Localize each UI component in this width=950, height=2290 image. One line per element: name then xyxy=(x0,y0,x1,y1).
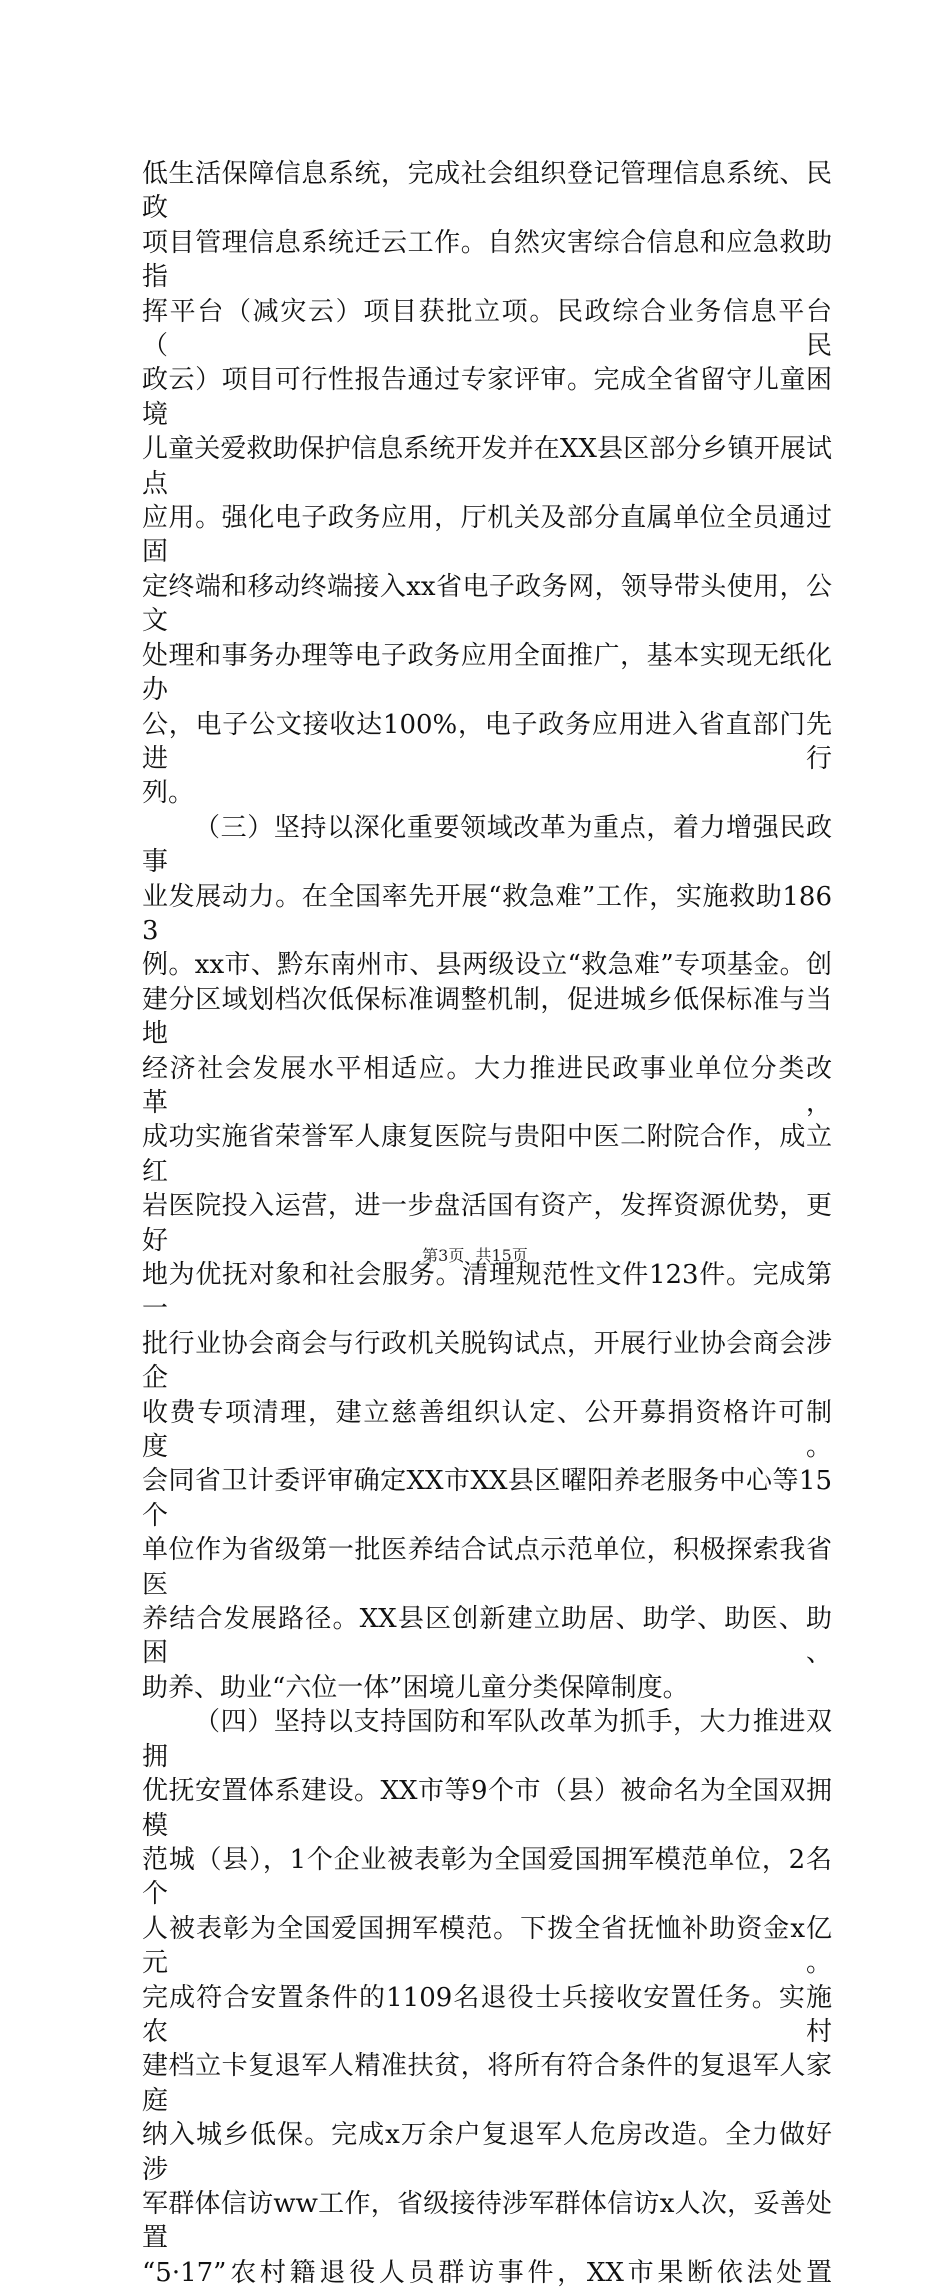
body-text-line: 岩医院投入运营，进一步盘活国有资产，发挥资源优势，更好 xyxy=(142,1191,832,1256)
body-text-line: 应用。强化电子政务应用，厅机关及部分直属单位全员通过固 xyxy=(142,503,832,568)
document-body xyxy=(142,157,832,2290)
body-text-line: 批行业协会商会与行政机关脱钩试点，开展行业协会商会涉企 xyxy=(142,1328,832,1394)
body-text-line: 儿童关爱救助保护信息系统开发并在XX县区部分乡镇开展试点 xyxy=(142,434,832,499)
body-text-line: 范城（县），1个企业被表彰为全国爱国拥军模范单位，2名个 xyxy=(142,1844,832,1910)
body-text-line: 人被表彰为全国爱国拥军模范。下拨全省抚恤补助资金x亿元。 xyxy=(142,1913,832,1979)
page-number: 第3页 xyxy=(422,1246,465,1265)
page-total: 共15页 xyxy=(475,1246,528,1265)
body-text-line: 军群体信访ww工作，省级接待涉军群体信访x人次，妥善处置 xyxy=(142,2188,832,2254)
body-text-line: 项目管理信息系统迁云工作。自然灾害综合信息和应急救助指 xyxy=(142,227,832,293)
body-text-line: 单位作为省级第一批医养结合试点示范单位，积极探索我省医 xyxy=(142,1535,832,1600)
body-text-line: 会同省卫计委评审确定XX市XX县区曜阳养老服务中心等15个 xyxy=(142,1466,832,1531)
body-text-line: 地为优抚对象和社会服务。清理规范性文件123件。完成第一 xyxy=(142,1260,832,1325)
body-text-line: 低生活保障信息系统，完成社会组织登记管理信息系统、民政 xyxy=(142,159,832,224)
body-text-line: “5·17”农村籍退役人员群访事件，XX市果断依法处置 xyxy=(142,2257,832,2288)
body-text-line: 业发展动力。在全国率先开展“救急难”工作，实施救助1863 xyxy=(142,881,832,946)
body-text-line: （三）坚持以深化重要领域改革为重点，着力增强民政事 xyxy=(142,812,832,878)
body-text-line: 优抚安置体系建设。XX市等9个市（县）被命名为全国双拥模 xyxy=(142,1776,832,1841)
body-text-line: 养结合发展路径。XX县区创新建立助居、助学、助医、助困、 xyxy=(142,1604,832,1669)
body-text-line: 定终端和移动终端接入xx省电子政务网，领导带头使用，公文 xyxy=(142,571,832,637)
body-text-line: 挥平台（减灾云）项目获批立项。民政综合业务信息平台（民 xyxy=(142,296,832,362)
page-footer xyxy=(0,1243,950,1266)
body-text-line: 处理和事务办理等电子政务应用全面推广，基本实现无纸化办 xyxy=(142,640,832,706)
body-text-line: （四）坚持以支持国防和军队改革为抓手，大力推进双拥 xyxy=(142,1707,832,1772)
body-text-line: 建分区域划档次低保标准调整机制，促进城乡低保标准与当地 xyxy=(142,984,832,1050)
body-text-line: 收费专项清理，建立慈善组织认定、公开募捐资格许可制度。 xyxy=(142,1397,832,1463)
body-text-line: 纳入城乡低保。完成x万余户复退军人危房改造。全力做好涉 xyxy=(142,2120,832,2185)
body-text-line: 完成符合安置条件的1109名退役士兵接收安置任务。实施农村 xyxy=(142,1982,832,2047)
body-text-line: 助养、助业“六位一体”困境儿童分类保障制度。 xyxy=(142,1672,689,1703)
body-text-line: 例。xx市、黔东南州市、县两级设立“救急难”专项基金。创 xyxy=(142,950,832,981)
body-text-line: 建档立卡复退军人精准扶贫，将所有符合条件的复退军人家庭 xyxy=(142,2051,832,2116)
body-text-line: 公，电子公文接收达100%，电子政务应用进入省直部门先进行 xyxy=(142,709,832,774)
body-text-line: 列。 xyxy=(142,778,195,809)
body-text-line: 政云）项目可行性报告通过专家评审。完成全省留守儿童困境 xyxy=(142,365,832,430)
body-text-line: 成功实施省荣誉军人康复医院与贵阳中医二附院合作，成立红 xyxy=(142,1122,832,1187)
body-text-line: 经济社会发展水平相适应。大力推进民政事业单位分类改革， xyxy=(142,1053,832,1118)
